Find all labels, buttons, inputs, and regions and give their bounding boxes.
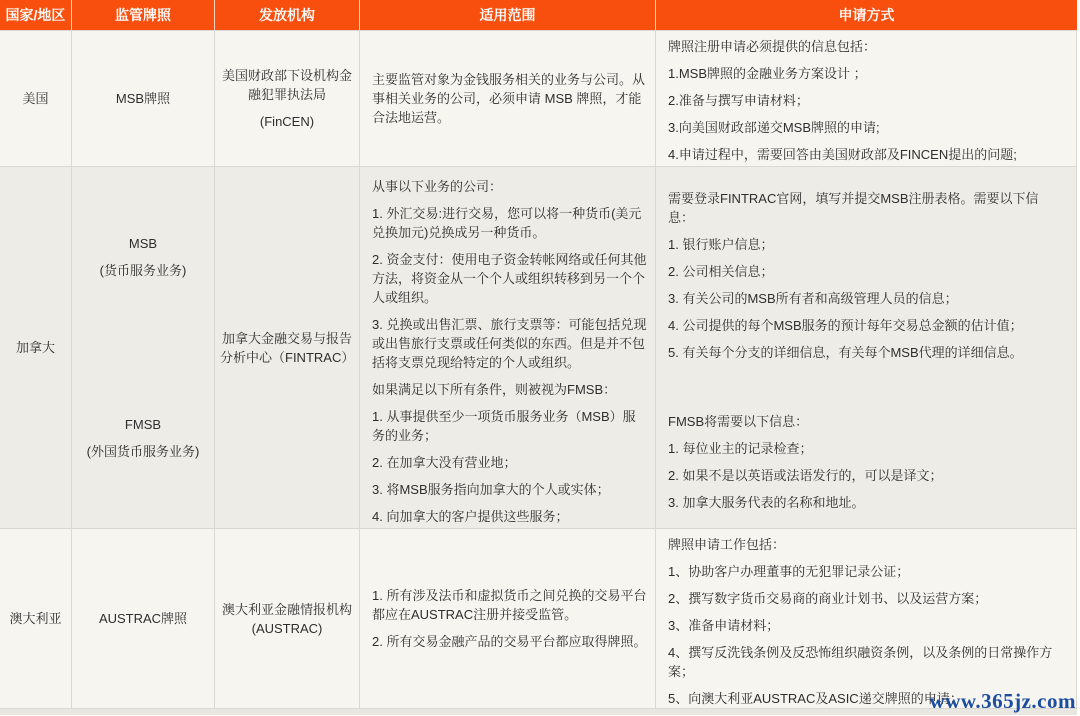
watermark-link[interactable]: www.365jz.com <box>929 689 1076 713</box>
cell-paragraph: 3. 将MSB服务指向加拿大的个人或实体； <box>372 482 610 497</box>
cell-group <box>668 412 1064 512</box>
cell-group <box>220 66 354 131</box>
cell-group <box>372 586 647 651</box>
cell-paragraph: FMSB将需要以下信息： <box>668 414 809 429</box>
cell-paragraph: 2. 公司相关信息； <box>668 264 774 279</box>
header-cell-4: 申请方式 <box>656 0 1077 30</box>
cell-paragraph: 需要登录FINTRAC官网，填写并提交MSB注册表格。需要以下信息： <box>668 191 1039 225</box>
table-cell <box>656 529 1077 708</box>
cell-paragraph: 4. 向加拿大的客户提供这些服务； <box>372 509 569 524</box>
cell-group <box>6 89 65 108</box>
cell-group <box>6 609 65 628</box>
cell-group <box>372 177 647 526</box>
cell-group <box>78 609 208 628</box>
cell-group <box>668 189 1064 362</box>
cell-paragraph: 2. 所有交易金融产品的交易平台都应取得牌照。 <box>372 634 647 649</box>
table-cell <box>72 529 215 708</box>
cell-group <box>668 37 1064 164</box>
cell-group <box>220 329 354 367</box>
table-cell <box>72 31 215 166</box>
table-cell <box>0 31 72 166</box>
header-cell-2: 发放机构 <box>215 0 360 30</box>
cell-group <box>87 415 200 461</box>
table-cell <box>72 167 215 528</box>
table-cell <box>360 31 656 166</box>
cell-paragraph: (FinCEN) <box>259 114 315 129</box>
table-cell <box>215 167 360 528</box>
cell-paragraph: (外国货币服务业务) <box>86 443 200 459</box>
cell-group <box>78 89 208 108</box>
cell-paragraph: 美国财政部下设机构金融犯罪执法局 <box>221 68 352 102</box>
cell-paragraph: 1. 每位业主的记录检查； <box>668 441 813 456</box>
table-cell <box>215 31 360 166</box>
cell-paragraph: MSB牌照 <box>115 91 171 106</box>
cell-paragraph: 3. 兑换或出售汇票、旅行支票等：可能包括兑现或出售旅行支票或任何类似的东西。但是并不包括将支票兑现给特定的个人或组织。 <box>372 317 647 370</box>
table-cell <box>656 167 1077 528</box>
cell-group <box>220 600 354 638</box>
cell-paragraph: 牌照申请工作包括： <box>668 537 786 552</box>
cell-paragraph: FMSB <box>124 416 162 432</box>
cell-paragraph: 3. 有关公司的MSB所有者和高级管理人员的信息； <box>668 291 958 306</box>
cell-paragraph: 1.MSB牌照的金融业务方案设计 ； <box>668 66 867 81</box>
cell-paragraph: (货币服务业务) <box>99 263 187 279</box>
cell-paragraph: 牌照注册申请必须提供的信息包括： <box>668 39 877 54</box>
cell-paragraph: 2、撰写数字货币交易商的商业计划书、以及运营方案； <box>668 591 988 606</box>
cell-paragraph: 1、协助客户办理董事的无犯罪记录公证； <box>668 564 910 579</box>
header-cell-1: 监管牌照 <box>72 0 215 30</box>
table-cell <box>360 167 656 528</box>
table-cell <box>215 529 360 708</box>
cell-paragraph: 美国 <box>22 91 49 106</box>
table-cell <box>360 529 656 708</box>
cell-paragraph: 2. 资金支付：使用电子资金转帐网络或任何其他方法，将资金从一个个人或组织转移到另一个个人或组织。 <box>372 252 647 305</box>
cell-paragraph: 澳大利亚金融情报机构(AUSTRAC) <box>221 601 352 636</box>
cell-paragraph: 2. 如果不是以英语或法语发行的，可以是译文； <box>668 468 943 483</box>
table-cell <box>0 167 72 528</box>
next-row-edge <box>0 708 1077 715</box>
cell-paragraph: 3、准备申请材料； <box>668 618 780 633</box>
cell-group <box>372 70 647 127</box>
table-cell <box>656 31 1077 166</box>
cell-paragraph: 5、向澳大利亚AUSTRAC及ASIC递交牌照的申请； <box>668 691 963 706</box>
cell-paragraph: 澳大利亚 <box>9 611 62 626</box>
cell-group <box>100 234 187 280</box>
cell-paragraph: 5. 有关每个分支的详细信息，有关每个MSB代理的详细信息。 <box>668 345 1023 360</box>
cell-paragraph: 1. 所有涉及法币和虚拟货币之间兑换的交易平台都应在AUSTRAC注册并接受监管。 <box>372 588 647 622</box>
cell-paragraph: 4. 公司提供的每个MSB服务的预计每年交易总金额的估计值； <box>668 318 1023 333</box>
cell-paragraph: AUSTRAC牌照 <box>98 611 188 626</box>
cell-group <box>668 535 1064 708</box>
cell-paragraph: 主要监管对象为金钱服务相关的业务与公司。从事相关业务的公司，必须申请 MSB 牌照，才能合法地运营。 <box>372 72 646 125</box>
cell-paragraph: 1. 银行账户信息； <box>668 237 774 252</box>
cell-paragraph: 2.准备与撰写申请材料； <box>668 93 809 108</box>
cell-paragraph: 加拿大金融交易与报告分析中心（FINTRAC） <box>220 330 355 365</box>
cell-paragraph: 从事以下业务的公司： <box>372 179 503 194</box>
cell-paragraph: 如果满足以下所有条件，则被视为FMSB： <box>372 382 617 397</box>
table-row <box>0 528 1077 708</box>
table-cell <box>0 529 72 708</box>
cell-paragraph: 4、撰写反洗钱条例及反恐怖组织融资条例，以及条例的日常操作方案； <box>668 645 1053 679</box>
cell-paragraph: 2. 在加拿大没有营业地； <box>372 455 517 470</box>
cell-paragraph: 3. 加拿大服务代表的名称和地址。 <box>668 495 865 510</box>
cell-paragraph: 3.向美国财政部递交MSB牌照的申请; <box>668 120 880 135</box>
cell-paragraph: MSB <box>128 236 158 252</box>
cell-paragraph: 1. 外汇交易:进行交易，您可以将一种货币(美元兑换加元)兑换成另一种货币。 <box>372 206 642 240</box>
cell-paragraph: 4.申请过程中，需要回答由美国财政部及FINCEN提出的问题; <box>668 147 1017 162</box>
header-cell-3: 适用范围 <box>360 0 656 30</box>
table-row <box>0 30 1077 166</box>
cell-group <box>6 338 65 357</box>
table-row <box>0 166 1077 528</box>
cell-paragraph: 1. 从事提供至少一项货币服务业务（MSB）服务的业务； <box>372 409 636 443</box>
cell-paragraph: 加拿大 <box>15 340 55 355</box>
header-row <box>0 0 1077 30</box>
header-cell-0: 国家/地区 <box>0 0 72 30</box>
